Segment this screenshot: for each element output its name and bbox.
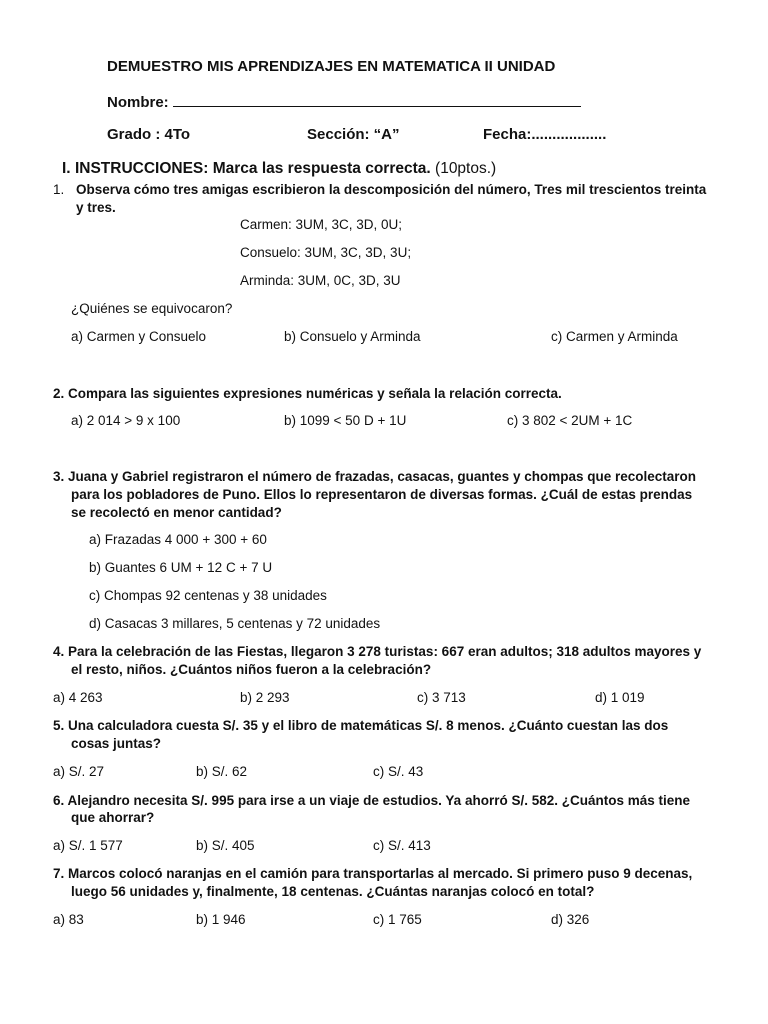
q1-option-b[interactable]: b) Consuelo y Arminda: [284, 329, 421, 344]
q7-text-line1: 7. Marcos colocó naranjas en el camión para transportarlas al mercado. Si primero puso 9 decenas,: [53, 866, 693, 881]
nombre-label: Nombre:: [107, 94, 169, 111]
q1-text-line1: Observa cómo tres amigas escribieron la descomposición del número, Tres mil trescientos treinta: [76, 182, 707, 197]
q5-option-c[interactable]: c) S/. 43: [373, 764, 424, 779]
instructions-heading: [62, 160, 496, 178]
q3-option-d[interactable]: d) Casacas 3 millares, 5 centenas y 72 unidades: [89, 616, 381, 631]
instructions-numeral: I.: [62, 160, 71, 177]
q4-option-a[interactable]: a) 4 263: [53, 690, 103, 705]
q4-option-c[interactable]: c) 3 713: [417, 690, 466, 705]
q4-option-d[interactable]: d) 1 019: [595, 690, 645, 705]
q5-text-line1: 5. Una calculadora cuesta S/. 35 y el libro de matemáticas S/. 8 menos. ¿Cuánto cuestan las dos: [53, 718, 669, 733]
q5-text-line2: cosas juntas?: [71, 736, 162, 751]
q3-text-line2: para los pobladores de Puno. Ellos lo representaron de diversas formas. ¿Cuál de estas prendas: [71, 487, 693, 502]
q6-option-a[interactable]: a) S/. 1 577: [53, 838, 123, 853]
nombre-blank-line[interactable]: [173, 92, 581, 107]
q1-question: ¿Quiénes se equivocaron?: [71, 301, 233, 316]
grado-label: Grado : 4To: [107, 126, 191, 143]
q6-text-line2: que ahorrar?: [71, 810, 155, 825]
instructions-text: INSTRUCCIONES: Marca las respuesta correcta.: [74, 160, 431, 177]
q7-option-b[interactable]: b) 1 946: [196, 912, 246, 927]
q5-option-b[interactable]: b) S/. 62: [196, 764, 248, 779]
q7-text-line2: luego 56 unidades y, finalmente, 18 centenas. ¿Cuántas naranjas colocó en total?: [71, 884, 595, 899]
q4-option-b[interactable]: b) 2 293: [240, 690, 290, 705]
q1-number: 1.: [53, 182, 65, 197]
q6-option-b[interactable]: b) S/. 405: [196, 838, 255, 853]
q2-text: 2. Compara las siguientes expresiones numéricas y señala la relación correcta.: [53, 386, 562, 401]
q1-item-arminda: Arminda: 3UM, 0C, 3D, 3U: [240, 273, 401, 288]
q3-option-a[interactable]: a) Frazadas 4 000 + 300 + 60: [89, 532, 267, 547]
fecha-label: Fecha:..................: [483, 126, 607, 143]
q1-option-c[interactable]: c) Carmen y Arminda: [551, 329, 678, 344]
q3-option-c[interactable]: c) Chompas 92 centenas y 38 unidades: [89, 588, 327, 603]
q2-option-b[interactable]: b) 1099 < 50 D + 1U: [284, 413, 407, 428]
q2-option-c[interactable]: c) 3 802 < 2UM + 1C: [507, 413, 633, 428]
instructions-points: (10ptos.): [435, 160, 497, 177]
q6-text-line1: 6. Alejandro necesita S/. 995 para irse a un viaje de estudios. Ya ahorró S/. 582. ¿Cuántos más tiene: [53, 793, 691, 808]
q3-text-line1: 3. Juana y Gabriel registraron el número de frazadas, casacas, guantes y chompas que recolectaron: [53, 469, 697, 484]
q5-option-a[interactable]: a) S/. 27: [53, 764, 105, 779]
q4-text-line2: el resto, niños. ¿Cuántos niños fueron a la celebración?: [71, 662, 432, 677]
q7-option-c[interactable]: c) 1 765: [373, 912, 422, 927]
q7-option-d[interactable]: d) 326: [551, 912, 590, 927]
q7-option-a[interactable]: a) 83: [53, 912, 84, 927]
q2-option-a[interactable]: a) 2 014 > 9 x 100: [71, 413, 181, 428]
q1-item-consuelo: Consuelo: 3UM, 3C, 3D, 3U;: [240, 245, 412, 260]
seccion-label: Sección: “A”: [307, 126, 400, 143]
q3-text-line3: se recolectó en menor cantidad?: [71, 505, 282, 520]
page-title: DEMUESTRO MIS APRENDIZAJES EN MATEMATICA II UNIDAD: [107, 58, 556, 75]
q4-text-line1: 4. Para la celebración de las Fiestas, llegaron 3 278 turistas: 667 eran adultos; 318 adultos mayores y: [53, 644, 702, 659]
q1-option-a[interactable]: a) Carmen y Consuelo: [71, 329, 207, 344]
q3-option-b[interactable]: b) Guantes 6 UM + 12 C + 7 U: [89, 560, 273, 575]
q1-item-carmen: Carmen: 3UM, 3C, 3D, 0U;: [240, 217, 403, 232]
q1-text-line2: y tres.: [76, 200, 116, 215]
nombre-field: [107, 92, 581, 111]
q6-option-c[interactable]: c) S/. 413: [373, 838, 431, 853]
